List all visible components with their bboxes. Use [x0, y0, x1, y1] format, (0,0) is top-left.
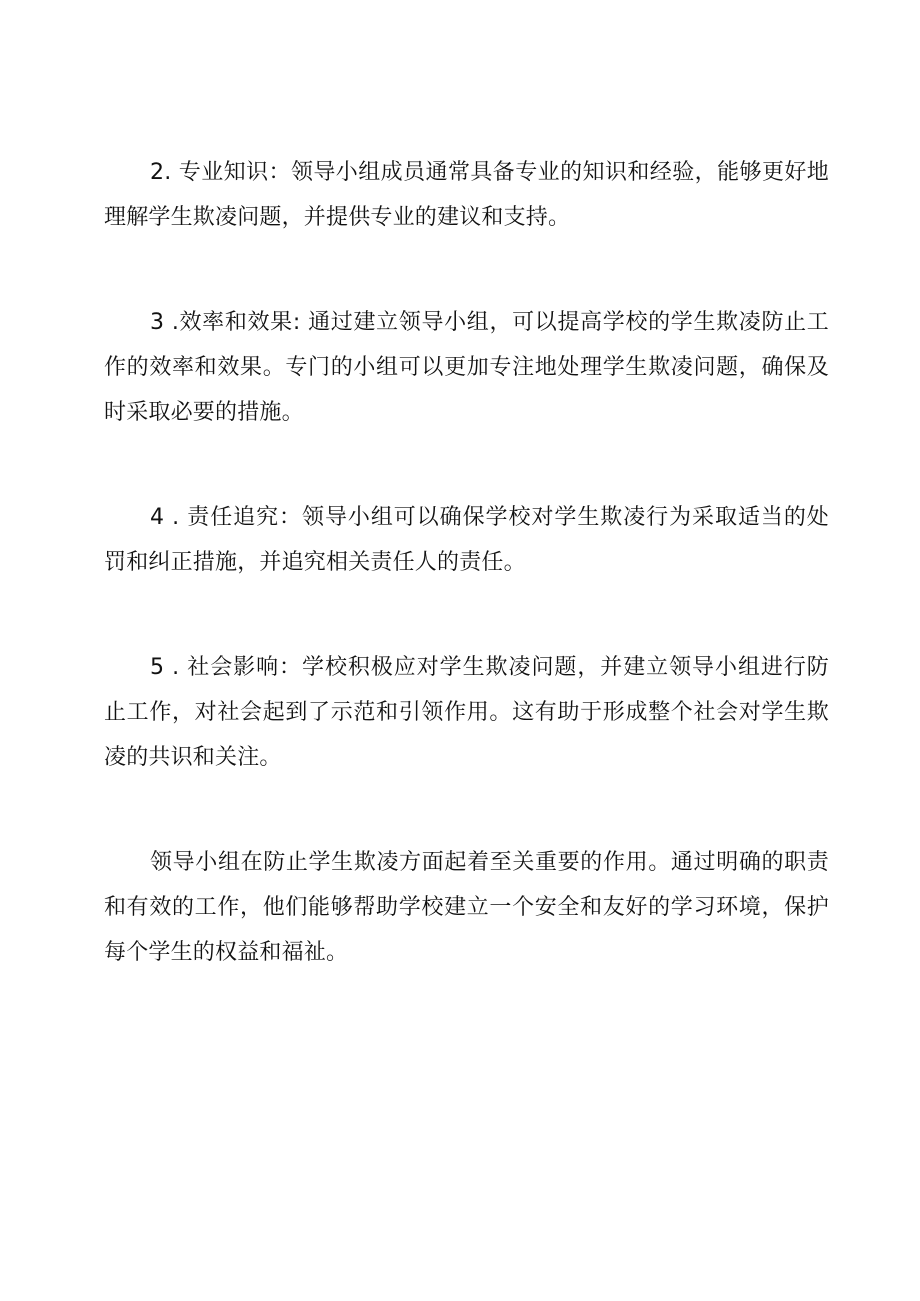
document-body	[104, 150, 829, 1035]
paragraph-professional-knowledge: 2. 专业知识：领导小组成员通常具备专业的知识和经验，能够更好地理解学生欺凌问题，并提供专业的建议和支持。	[104, 160, 829, 230]
paragraph-social-impact: 5 . 社会影响：学校积极应对学生欺凌问题，并建立领导小组进行防止工作，对社会起到了示范和引领作用。这有助于形成整个社会对学生欺凌的共识和关注。	[104, 655, 829, 770]
paragraph-conclusion: 领导小组在防止学生欺凌方面起着至关重要的作用。通过明确的职责和有效的工作，他们能够帮助学校建立一个安全和友好的学习环境，保护每个学生的权益和福祉。	[104, 850, 829, 965]
paragraph-efficiency-effect: 3 .效率和效果: 通过建立领导小组，可以提高学校的学生欺凌防止工作的效率和效果。专门的小组可以更加专注地处理学生欺凌问题，确保及时采取必要的措施。	[104, 310, 829, 425]
paragraph-accountability: 4 . 责任追究：领导小组可以确保学校对学生欺凌行为采取适当的处罚和纠正措施，并追究相关责任人的责任。	[104, 505, 829, 575]
